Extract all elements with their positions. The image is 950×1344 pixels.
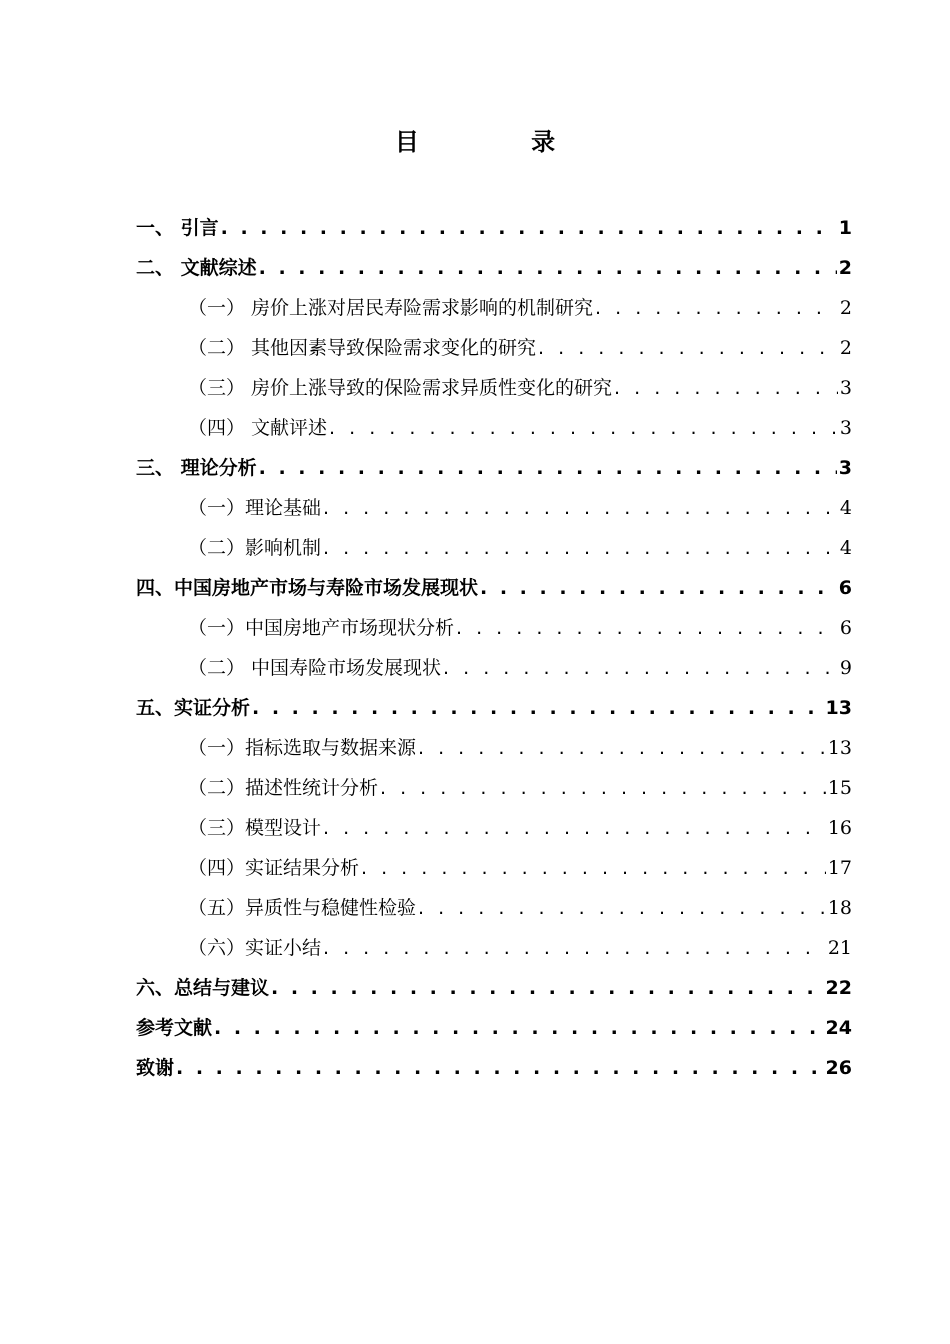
toc-entry-5-1[interactable]	[136, 728, 852, 768]
toc-entry-label: 六、总结与建议	[136, 977, 270, 999]
toc-page-number: 2	[838, 257, 852, 279]
toc-entry-5-2[interactable]	[136, 768, 852, 808]
toc-page-number: 9	[839, 657, 852, 679]
toc-page-number: 3	[839, 417, 852, 439]
toc-entry-label: （二） 其他因素导致保险需求变化的研究	[188, 337, 537, 359]
toc-entry-label: 二、 文献综述	[136, 257, 257, 279]
toc-page-number: 13	[827, 737, 852, 759]
toc-dot-leader	[418, 888, 826, 928]
toc-dot-leader	[252, 688, 824, 728]
toc-entry-2-4[interactable]	[136, 408, 852, 448]
toc-entry-5-6[interactable]	[136, 928, 852, 968]
toc-entry-4-1[interactable]	[136, 608, 852, 648]
toc-entry-label: 参考文献	[136, 1017, 213, 1039]
toc-page-number: 1	[838, 217, 852, 239]
toc-entry-market-status[interactable]	[136, 568, 852, 608]
toc-dot-leader	[595, 288, 838, 328]
toc-entry-5-5[interactable]	[136, 888, 852, 928]
toc-entry-conclusion[interactable]	[136, 968, 852, 1008]
toc-dot-leader	[259, 448, 837, 488]
toc-page-number: 13	[825, 697, 852, 719]
toc-dot-leader	[361, 848, 826, 888]
toc-entry-label: （三） 房价上涨导致的保险需求异质性变化的研究	[188, 377, 613, 399]
toc-entry-label: 四、中国房地产市场与寿险市场发展现状	[136, 577, 479, 599]
toc-entry-theory-analysis[interactable]	[136, 448, 852, 488]
toc-entry-2-3[interactable]	[136, 368, 852, 408]
toc-page-number: 24	[825, 1017, 852, 1039]
toc-page-number: 2	[839, 297, 852, 319]
toc-entry-literature-review[interactable]	[136, 248, 852, 288]
toc-page-number: 6	[838, 577, 852, 599]
toc-dot-leader	[456, 608, 838, 648]
toc-entry-label: 五、实证分析	[136, 697, 251, 719]
toc-entry-5-3[interactable]	[136, 808, 852, 848]
toc-entry-introduction[interactable]	[136, 208, 852, 248]
toc-page-number: 2	[839, 337, 852, 359]
toc-entry-label: （五）异质性与稳健性检验	[188, 897, 417, 919]
toc-page-number: 22	[825, 977, 852, 999]
toc-entry-label: （一）理论基础	[188, 497, 322, 519]
toc-entry-label: （一）指标选取与数据来源	[188, 737, 417, 759]
toc-entry-5-4[interactable]	[136, 848, 852, 888]
toc-dot-leader	[443, 648, 838, 688]
toc-entry-references[interactable]	[136, 1008, 852, 1048]
toc-page-number: 6	[839, 617, 852, 639]
toc-entry-3-1[interactable]	[136, 488, 852, 528]
toc-page-number: 21	[827, 937, 852, 959]
toc-entry-2-1[interactable]	[136, 288, 852, 328]
toc-page-number: 3	[838, 457, 852, 479]
toc-dot-leader	[259, 248, 837, 288]
toc-dot-leader	[538, 328, 838, 368]
toc-page-number: 18	[827, 897, 852, 919]
toc-entry-2-2[interactable]	[136, 328, 852, 368]
toc-entry-label: （四）实证结果分析	[188, 857, 360, 879]
toc-entry-4-2[interactable]	[136, 648, 852, 688]
toc-entry-acknowledgements[interactable]	[136, 1048, 852, 1088]
toc-entry-label: （一）中国房地产市场现状分析	[188, 617, 455, 639]
toc-entry-label: 致谢	[136, 1057, 175, 1079]
toc-dot-leader	[323, 928, 826, 968]
toc-entry-label: 三、 理论分析	[136, 457, 257, 479]
toc-entry-label: （三）模型设计	[188, 817, 322, 839]
toc-page-number: 4	[839, 497, 852, 519]
toc-dot-leader	[214, 1008, 824, 1048]
toc-dot-leader	[329, 408, 838, 448]
toc-entry-3-2[interactable]	[136, 528, 852, 568]
toc-dot-leader	[221, 208, 837, 248]
table-of-contents	[136, 208, 852, 1088]
toc-dot-leader	[418, 728, 826, 768]
toc-dot-leader	[480, 568, 837, 608]
toc-entry-label: 一、 引言	[136, 217, 219, 239]
toc-entry-label: （二） 中国寿险市场发展现状	[188, 657, 442, 679]
toc-dot-leader	[323, 528, 838, 568]
toc-entry-empirical-analysis[interactable]	[136, 688, 852, 728]
toc-page-number: 16	[827, 817, 852, 839]
toc-entry-label: （一） 房价上涨对居民寿险需求影响的机制研究	[188, 297, 594, 319]
toc-dot-leader	[380, 768, 826, 808]
toc-page-number: 3	[839, 377, 852, 399]
toc-dot-leader	[323, 488, 838, 528]
page-title: 目 录	[394, 128, 608, 156]
toc-dot-leader	[271, 968, 824, 1008]
toc-page-number: 17	[827, 857, 852, 879]
toc-dot-leader	[614, 368, 838, 408]
toc-page-number: 26	[825, 1057, 852, 1079]
toc-entry-label: （四） 文献评述	[188, 417, 328, 439]
toc-entry-label: （二）影响机制	[188, 537, 322, 559]
toc-entry-label: （六）实证小结	[188, 937, 322, 959]
toc-entry-label: （二）描述性统计分析	[188, 777, 379, 799]
toc-dot-leader	[176, 1048, 824, 1088]
toc-dot-leader	[323, 808, 826, 848]
toc-page-number: 4	[839, 537, 852, 559]
toc-page-number: 15	[827, 777, 852, 799]
